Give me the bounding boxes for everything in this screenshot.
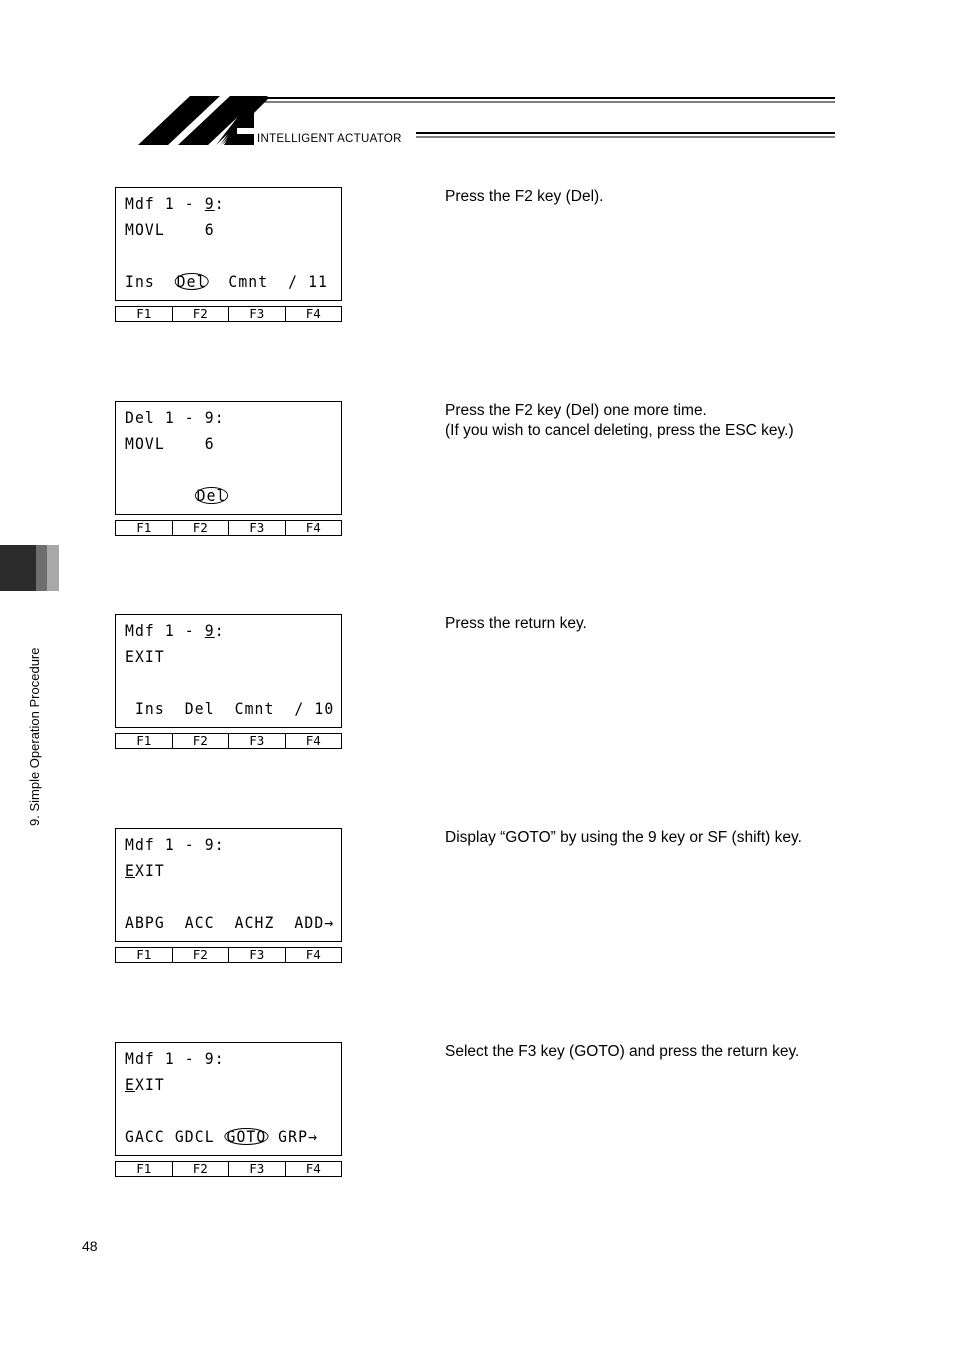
lcd-screen — [115, 828, 342, 942]
f1-key[interactable]: F1 — [116, 948, 173, 962]
lcd-text: XIT — [134, 1075, 165, 1094]
lcd-screen — [115, 1042, 342, 1156]
lcd-line-2 — [125, 861, 165, 880]
lcd-line-1: Del 1 - 9: — [125, 408, 225, 427]
f4-key[interactable]: F4 — [305, 733, 321, 748]
f2-key[interactable]: F2 — [173, 948, 230, 962]
lcd-text: : — [214, 621, 225, 640]
lcd-line-3: ABPG ACC ACHZ ADD→ — [125, 913, 335, 932]
logo-text: INTELLIGENT ACTUATOR — [257, 133, 402, 145]
function-key-row — [115, 733, 342, 749]
instruction-text: Press the F2 key (Del). — [445, 188, 604, 205]
f2-key[interactable]: F2 — [173, 734, 230, 748]
lcd-line-2: MOVL 6 — [125, 434, 215, 453]
lcd-text: Mdf 1 - — [125, 194, 205, 213]
f2-key[interactable]: F2 — [173, 521, 230, 535]
lcd-cursor: E — [125, 1075, 135, 1094]
function-key-row — [115, 520, 342, 536]
chapter-tab — [0, 545, 59, 591]
lcd-line-1: Mdf 1 - 9: — [125, 835, 225, 854]
lcd-screen — [115, 614, 342, 728]
function-key-row — [115, 947, 342, 963]
f3-key[interactable]: F3 — [229, 734, 286, 748]
lcd-line-2: EXIT — [125, 647, 165, 666]
instruction-text: Display “GOTO” by using the 9 key or SF (shift) key. — [445, 829, 802, 846]
step-4 — [0, 828, 954, 968]
lcd-text: : — [214, 194, 225, 213]
lcd-line-1 — [125, 621, 225, 640]
lcd-text: GACC GDCL — [125, 1127, 225, 1146]
f4-key[interactable]: F4 — [305, 947, 321, 962]
step-2 — [0, 401, 954, 541]
lcd-line-1: Mdf 1 - 9: — [125, 1049, 225, 1068]
f3-key[interactable]: F3 — [229, 948, 286, 962]
lcd-text: Ins — [125, 272, 175, 291]
lcd-line-2 — [125, 1075, 165, 1094]
lcd-cursor: 9 — [204, 621, 215, 640]
lcd-screen — [115, 401, 342, 515]
iai-logo — [138, 94, 838, 150]
lcd-selected-option: Del — [176, 272, 207, 291]
f4-key[interactable]: F4 — [305, 306, 321, 321]
lcd-line-3 — [125, 272, 328, 291]
f1-key[interactable]: F1 — [116, 521, 173, 535]
chapter-tab-light-block — [47, 545, 59, 591]
function-key-row — [115, 1161, 342, 1177]
lcd-line-3 — [125, 1127, 318, 1146]
lcd-text — [125, 486, 195, 505]
lcd-text: Cmnt / 11 — [208, 272, 329, 291]
lcd-text: Mdf 1 - — [125, 621, 205, 640]
lcd-line-2: MOVL 6 — [125, 220, 215, 239]
lcd-line-1 — [125, 194, 225, 213]
f4-key[interactable]: F4 — [305, 1161, 321, 1176]
f3-key[interactable]: F3 — [229, 307, 286, 321]
function-key-row — [115, 306, 342, 322]
page-number: 48 — [82, 1238, 98, 1254]
lcd-screen — [115, 187, 342, 301]
f3-key[interactable]: F3 — [229, 1162, 286, 1176]
lcd-line-3 — [125, 486, 228, 505]
lcd-text: XIT — [134, 861, 165, 880]
chapter-tab-dark-block — [0, 545, 36, 591]
f2-key[interactable]: F2 — [173, 1162, 230, 1176]
lcd-text: GRP→ — [268, 1127, 319, 1146]
instruction-text: Select the F3 key (GOTO) and press the return key. — [445, 1043, 800, 1060]
lcd-cursor: E — [125, 861, 135, 880]
lcd-cursor: 9 — [204, 194, 215, 213]
f1-key[interactable]: F1 — [116, 307, 173, 321]
lcd-line-3: Ins Del Cmnt / 10 — [125, 699, 335, 718]
f3-key[interactable]: F3 — [229, 521, 286, 535]
instruction-text: Press the return key. — [445, 615, 587, 632]
f1-key[interactable]: F1 — [116, 1162, 173, 1176]
step-3 — [0, 614, 954, 754]
chapter-tab-mid-block — [36, 545, 47, 591]
lcd-selected-option: GOTO — [226, 1127, 267, 1146]
step-5 — [0, 1042, 954, 1182]
step-1 — [0, 187, 954, 327]
instruction-text: Press the F2 key (Del) one more time. (If you wish to cancel deleting, press the ESC key.) — [445, 402, 794, 439]
f1-key[interactable]: F1 — [116, 734, 173, 748]
f2-key[interactable]: F2 — [173, 307, 230, 321]
lcd-selected-option: Del — [196, 486, 227, 505]
f4-key[interactable]: F4 — [305, 520, 321, 535]
chapter-label: 9. Simple Operation Procedure — [27, 647, 42, 826]
